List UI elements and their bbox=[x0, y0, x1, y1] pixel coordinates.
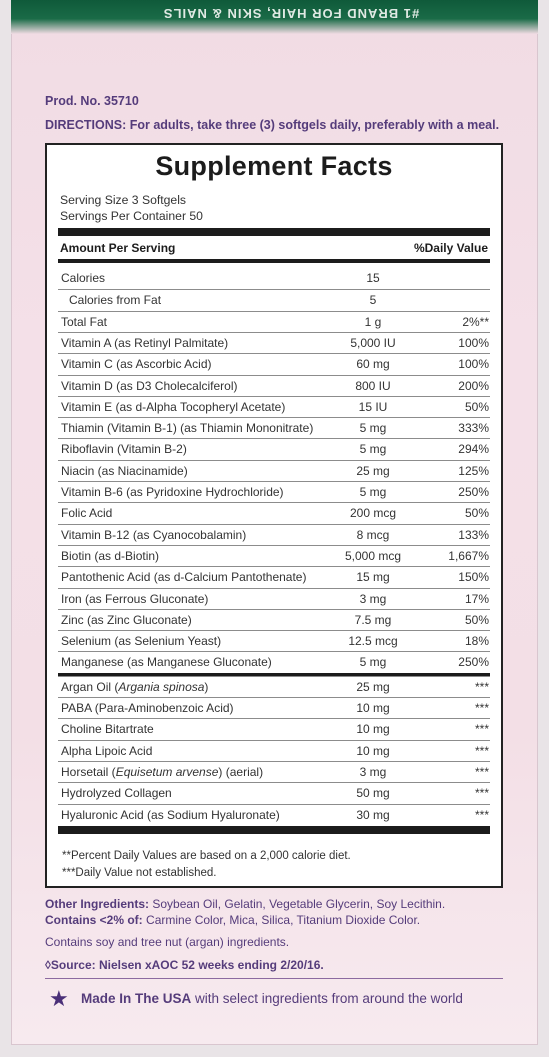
table-row bbox=[58, 289, 490, 310]
nutrient-amount: 10 mg bbox=[356, 722, 390, 737]
nutrient-name: Vitamin E (as d-Alpha Tocopheryl Acetate) bbox=[61, 399, 286, 414]
nutrient-name: Vitamin C (as Ascorbic Acid) bbox=[61, 357, 212, 372]
serving-size: Serving Size 3 Softgels bbox=[60, 193, 187, 207]
nutrient-daily-value: 333% bbox=[458, 421, 489, 436]
table-row bbox=[58, 804, 490, 825]
other-ingredients-text: Soybean Oil, Gelatin, Vegetable Glycerin, Soy Lecithin. bbox=[149, 897, 446, 911]
nutrient-amount: 10 mg bbox=[356, 743, 390, 758]
made-in-usa bbox=[45, 986, 505, 1016]
made-in-rest: with select ingredients from around the world bbox=[191, 991, 463, 1006]
table-row bbox=[58, 460, 490, 481]
table-row bbox=[58, 524, 490, 545]
nutrient-name: Calories bbox=[61, 271, 106, 285]
nutrient-name: Vitamin D (as D3 Cholecalciferol) bbox=[61, 378, 238, 393]
nutrient-name: Niacin (as Niacinamide) bbox=[61, 463, 188, 478]
nutrient-amount: 5 mg bbox=[359, 442, 387, 457]
nutrient-daily-value: *** bbox=[474, 807, 489, 822]
nutrient-name: Zinc (as Zinc Gluconate) bbox=[61, 612, 192, 627]
nutrient-daily-value: *** bbox=[474, 722, 489, 737]
table-row bbox=[58, 438, 490, 459]
nutrient-amount: 8 mcg bbox=[356, 527, 390, 542]
nutrient-name: Calories from Fat bbox=[69, 293, 162, 308]
nutrient-daily-value: 1,667% bbox=[448, 548, 489, 563]
nutrient-amount: 3 mg bbox=[359, 591, 387, 606]
nutrient-name: Vitamin A (as Retinyl Palmitate) bbox=[61, 335, 229, 350]
nutrient-amount: 5,000 mcg bbox=[344, 548, 402, 563]
divider-line bbox=[45, 978, 503, 979]
nutrient-amount: 5,000 IU bbox=[350, 335, 396, 350]
footnote-not-established: ***Daily Value not established. bbox=[62, 867, 217, 879]
table-row bbox=[58, 417, 490, 438]
nutrient-daily-value: *** bbox=[474, 786, 489, 801]
table-row bbox=[58, 502, 490, 523]
nutrient-name: Hydrolyzed Collagen bbox=[61, 786, 172, 801]
nutrient-daily-value: 100% bbox=[458, 335, 489, 350]
top-banner-text: #1 BRAND FOR HAIR, SKIN & NAILS bbox=[162, 6, 420, 21]
nutrient-name: Horsetail (Equisetum arvense) (aerial) bbox=[61, 764, 264, 779]
thick-divider bbox=[58, 228, 490, 236]
nutrient-name: Selenium (as Selenium Yeast) bbox=[61, 634, 222, 649]
table-row bbox=[58, 545, 490, 566]
footnote-dv: **Percent Daily Values are based on a 2,000 calorie diet. bbox=[62, 850, 351, 862]
nutrient-daily-value: 2%** bbox=[462, 314, 489, 329]
nutrient-amount: 30 mg bbox=[356, 807, 390, 822]
contains-line bbox=[45, 913, 420, 927]
nutrient-name: Pantothenic Acid (as d-Calcium Pantothenate) bbox=[61, 570, 307, 585]
table-row bbox=[58, 268, 490, 289]
nutrient-daily-value: 100% bbox=[458, 357, 489, 372]
table-row bbox=[58, 718, 490, 739]
nutrient-daily-value: 50% bbox=[464, 399, 489, 414]
amount-header: Amount Per Serving bbox=[60, 241, 176, 255]
nutrient-amount: 60 mg bbox=[356, 357, 390, 372]
other-ingredients bbox=[45, 897, 445, 911]
table-row bbox=[58, 332, 490, 353]
nutrient-name: Iron (as Ferrous Gluconate) bbox=[61, 591, 209, 606]
contains-label: Contains <2% of: bbox=[45, 913, 143, 927]
nutrient-name: Argan Oil (Argania spinosa) bbox=[61, 679, 209, 694]
medium-divider bbox=[58, 259, 490, 263]
bottom-thick-divider bbox=[58, 826, 490, 834]
table-row bbox=[58, 311, 490, 332]
table-row bbox=[58, 740, 490, 761]
nutrient-daily-value: 18% bbox=[464, 634, 489, 649]
nutrient-daily-value: 125% bbox=[458, 463, 489, 478]
nutrient-daily-value: 50% bbox=[464, 612, 489, 627]
table-row bbox=[58, 588, 490, 609]
table-row bbox=[58, 676, 490, 697]
nutrient-amount: 200 mcg bbox=[349, 506, 397, 521]
table-row bbox=[58, 481, 490, 502]
nutrient-amount: 50 mg bbox=[356, 786, 390, 801]
nutrient-amount: 12.5 mcg bbox=[348, 634, 398, 649]
nutrient-amount: 15 IU bbox=[358, 399, 388, 414]
nutrient-daily-value: 250% bbox=[458, 655, 489, 670]
table-row bbox=[58, 630, 490, 651]
table-row bbox=[58, 651, 490, 672]
nutrient-daily-value: 150% bbox=[458, 570, 489, 585]
nutrient-daily-value: 17% bbox=[464, 591, 489, 606]
allergen-statement: Contains soy and tree nut (argan) ingredients. bbox=[45, 935, 290, 949]
nutrient-amount: 3 mg bbox=[359, 764, 387, 779]
nutrient-daily-value: 133% bbox=[458, 527, 489, 542]
nutrient-amount: 800 IU bbox=[355, 378, 391, 393]
source-statement: ◊Source: Nielsen xAOC 52 weeks ending 2/20/16. bbox=[45, 958, 324, 972]
table-row bbox=[58, 566, 490, 587]
nutrient-daily-value: 200% bbox=[458, 378, 489, 393]
nutrient-amount: 1 g bbox=[364, 314, 382, 329]
nutrient-amount: 15 bbox=[366, 271, 380, 285]
nutrient-daily-value: *** bbox=[474, 701, 489, 715]
facts-title: Supplement Facts bbox=[155, 151, 393, 181]
made-in-text bbox=[81, 991, 463, 1006]
nutrient-name: PABA (Para-Aminobenzoic Acid) bbox=[61, 701, 234, 715]
star-icon: ★ bbox=[49, 986, 69, 1011]
top-banner bbox=[11, 0, 538, 34]
nutrient-name: Folic Acid bbox=[61, 506, 113, 521]
dv-header: %Daily Value bbox=[413, 241, 488, 255]
nutrient-daily-value: 50% bbox=[464, 506, 489, 521]
nutrient-amount: 10 mg bbox=[356, 701, 390, 715]
nutrient-amount: 25 mg bbox=[356, 463, 390, 478]
contains-text: Carmine Color, Mica, Silica, Titanium Dioxide Color. bbox=[142, 913, 421, 927]
nutrient-daily-value: *** bbox=[474, 743, 489, 758]
nutrient-name: Thiamin (Vitamin B-1) (as Thiamin Mononitrate) bbox=[61, 421, 314, 436]
servings-per-container: Servings Per Container 50 bbox=[60, 209, 203, 223]
nutrient-daily-value: *** bbox=[474, 679, 489, 694]
table-row bbox=[58, 761, 490, 782]
supplement-facts-panel bbox=[45, 143, 503, 888]
nutrient-name: Biotin (as d-Biotin) bbox=[61, 548, 160, 563]
table-row bbox=[58, 782, 490, 803]
product-number: Prod. No. 35710 bbox=[45, 94, 139, 108]
nutrient-amount: 15 mg bbox=[356, 570, 390, 585]
nutrient-name: Vitamin B-12 (as Cyanocobalamin) bbox=[61, 527, 247, 542]
nutrient-name: Choline Bitartrate bbox=[61, 722, 154, 737]
made-in-bold: Made In The USA bbox=[81, 991, 192, 1006]
nutrient-name: Hyaluronic Acid (as Sodium Hyaluronate) bbox=[61, 807, 280, 822]
table-row bbox=[58, 396, 490, 417]
nutrient-name: Alpha Lipoic Acid bbox=[61, 743, 153, 758]
table-row bbox=[58, 375, 490, 396]
nutrient-amount: 5 mg bbox=[359, 655, 387, 670]
nutrient-name: Riboflavin (Vitamin B-2) bbox=[61, 442, 187, 457]
directions: DIRECTIONS: For adults, take three (3) softgels daily, preferably with a meal. bbox=[45, 118, 500, 132]
nutrient-amount: 5 mg bbox=[359, 485, 387, 499]
table-row bbox=[58, 609, 490, 630]
nutrient-amount: 25 mg bbox=[356, 679, 390, 694]
nutrient-daily-value: 294% bbox=[458, 442, 489, 457]
nutrient-amount: 7.5 mg bbox=[354, 612, 392, 627]
nutrient-amount: 5 bbox=[369, 293, 377, 308]
nutrient-daily-value: 250% bbox=[458, 485, 489, 499]
nutrient-name: Vitamin B-6 (as Pyridoxine Hydrochloride) bbox=[61, 485, 284, 499]
other-ingredients-label: Other Ingredients: bbox=[45, 897, 150, 911]
nutrient-name: Manganese (as Manganese Gluconate) bbox=[61, 655, 272, 670]
nutrient-amount: 5 mg bbox=[359, 421, 387, 436]
nutrient-daily-value: *** bbox=[474, 764, 489, 779]
table-row bbox=[58, 697, 490, 718]
nutrient-name: Total Fat bbox=[61, 314, 108, 329]
table-row bbox=[58, 353, 490, 374]
